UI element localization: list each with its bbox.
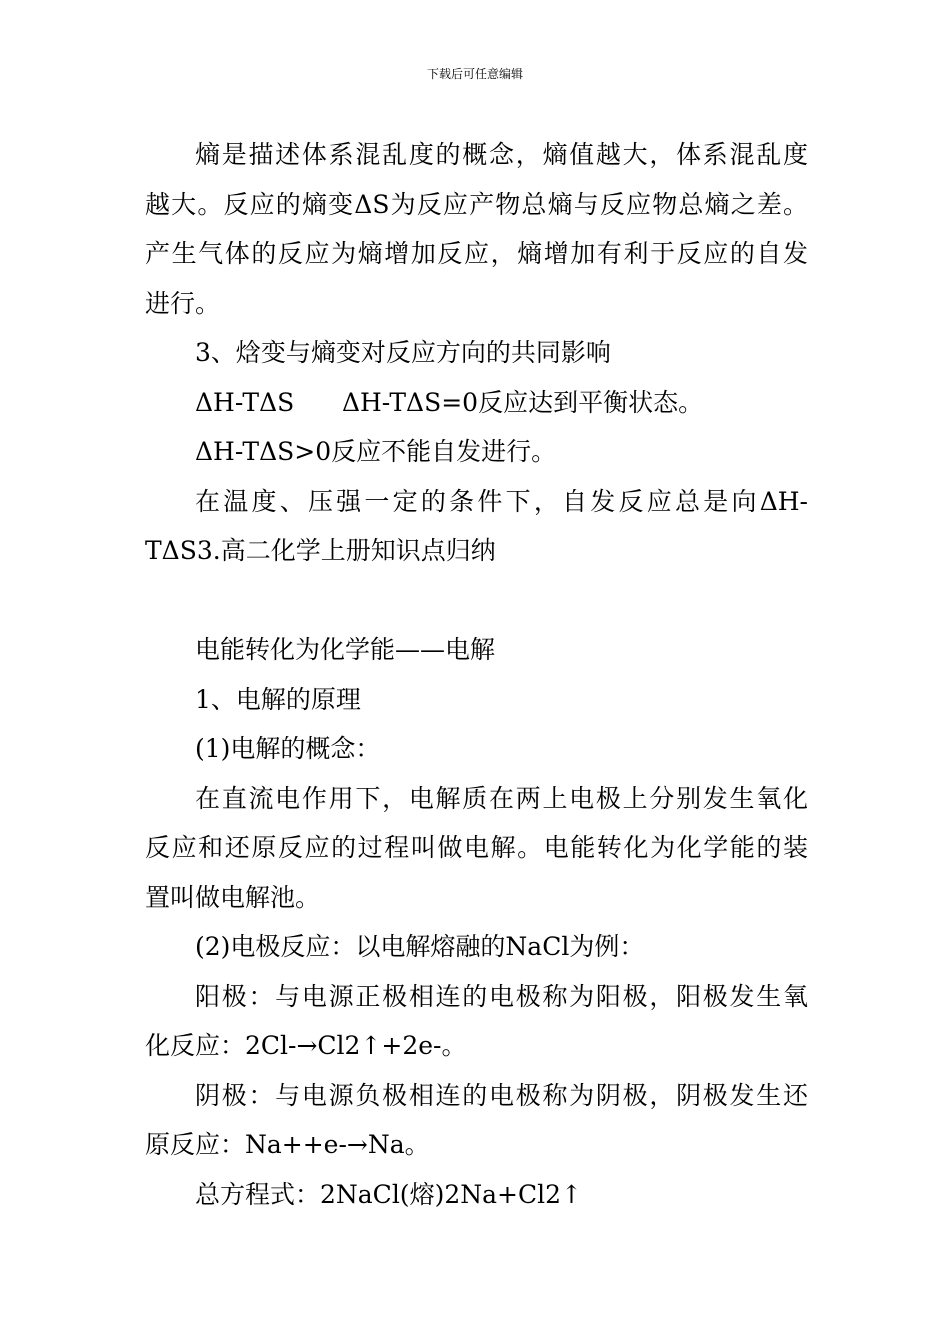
paragraph-line: 在直流电作用下，电解质在两上电极上分别发生氧化: [195, 783, 808, 813]
paragraph-line: ΔH-TΔS>0反应不能自发进行。: [195, 437, 557, 466]
paragraph-line: ΔH-TΔS ΔH-TΔS=0反应达到平衡状态。: [195, 387, 704, 417]
paragraph-line: 阳极：与电源正极相连的电极称为阳极，阳极发生氧: [195, 981, 808, 1011]
document-body: [145, 130, 808, 1219]
section-heading: 1、电解的原理: [195, 684, 361, 714]
section-heading: (1)电解的概念：: [195, 734, 381, 763]
blank-line: [145, 576, 808, 626]
section-heading: 电能转化为化学能——电解: [195, 635, 496, 664]
paragraph-line: 熵是描述体系混乱度的概念，熵值越大，体系混乱度: [195, 140, 808, 169]
paragraph-line: 原反应：Na++e-→Na。: [145, 1130, 430, 1159]
paragraph-line: 在温度、压强一定的条件下，自发反应总是向ΔH-: [195, 486, 808, 516]
paragraph-line: 阴极：与电源负极相连的电极称为阴极，阴极发生还: [195, 1080, 808, 1110]
paragraph-line: 产生气体的反应为熵增加反应，熵增加有利于反应的自发: [145, 239, 808, 268]
paragraph-line: 置叫做电解池。: [145, 882, 321, 912]
section-heading: 3、焓变与熵变对反应方向的共同影响: [195, 338, 611, 367]
section-heading: (2)电极反应：以电解熔融的NaCl为例：: [195, 932, 645, 961]
page-header: 下载后可任意编辑: [426, 67, 523, 81]
paragraph-line: 化反应：2Cl-→Cl2↑+2e-。: [145, 1031, 467, 1060]
paragraph-line: 总方程式：2NaCl(熔)2Na+Cl2↑: [195, 1179, 582, 1209]
paragraph-line: 进行。: [145, 288, 221, 318]
paragraph-line: 反应和还原反应的过程叫做电解。电能转化为化学能的装: [145, 833, 808, 862]
paragraph-line: TΔS3.高二化学上册知识点归纳: [145, 536, 496, 565]
paragraph-line: 越大。反应的熵变ΔS为反应产物总熵与反应物总熵之差。: [145, 189, 808, 219]
